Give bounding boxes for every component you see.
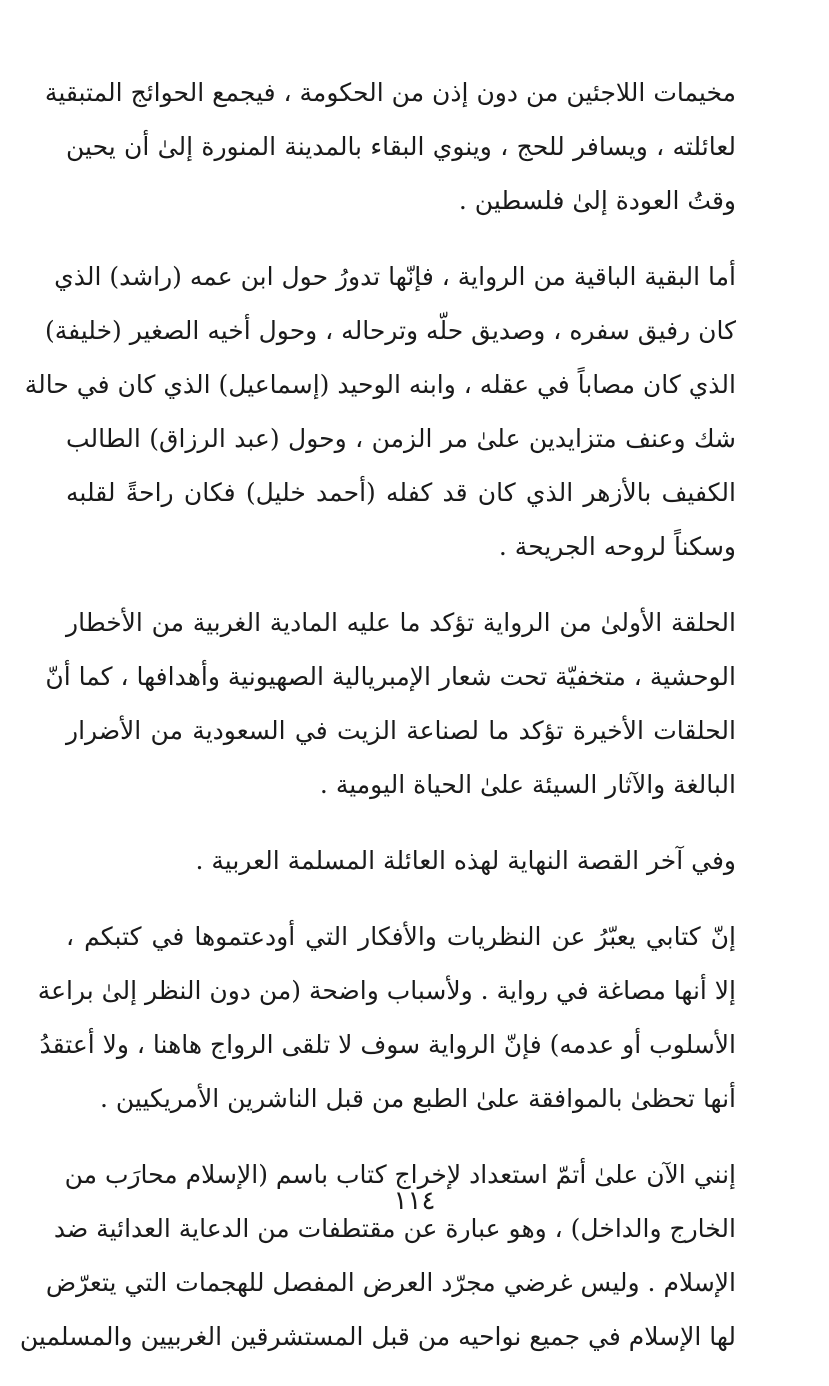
text-line: الإسلام . وليس غرضي مجرّد العرض المفصل للهجمات التي يتعرّض xyxy=(45,1268,736,1297)
text-line: الحلقات الأخيرة تؤكد ما لصناعة الزيت في السعودية من الأضرار xyxy=(66,716,736,745)
paragraph xyxy=(44,66,736,228)
text-line: الأسلوب أو عدمه) فإنّ الرواية سوف لا تلقى الرواج هاهنا ، ولا أعتقدُ xyxy=(39,1030,736,1059)
paragraph xyxy=(24,250,736,574)
text-line: البالغة والآثار السيئة علىٰ الحياة اليومية . xyxy=(319,770,736,799)
text-line: الخارج والداخل) ، وهو عبارة عن مقتطفات من الدعاية العدائية ضد xyxy=(53,1214,736,1243)
text-line: إنني الآن علىٰ أتمّ استعداد لإخراج كتاب باسم (الإسلام محارَب من xyxy=(64,1160,736,1189)
text-line: إلا أنها مصاغة في رواية . ولأسباب واضحة (من دون النظر إلىٰ براعة xyxy=(37,976,736,1005)
page-number: ١١٤ xyxy=(393,1186,436,1216)
text-line: وسكناً لروحه الجريحة . xyxy=(498,532,736,561)
text-line: الذي كان مصاباً في عقله ، وابنه الوحيد (إسماعيل) الذي كان في حالة xyxy=(24,370,736,399)
text-line: إنّ كتابي يعبّرُ عن النظريات والأفكار التي أودعتموها في كتبكم ، xyxy=(66,922,736,951)
text-line: أنها تحظىٰ بالموافقة علىٰ الطبع من قبل الناشرين الأمريكيين . xyxy=(100,1084,736,1113)
text-line: شك وعنف متزايدين علىٰ مر الزمن ، وحول (عبد الرزاق) الطالب xyxy=(66,424,736,453)
text-line: الكفيف بالأزهر الذي كان قد كفله (أحمد خليل) فكان راحةً لقلبه xyxy=(66,478,736,507)
text-line: وفي آخر القصة النهاية لهذه العائلة المسلمة العربية . xyxy=(195,846,736,875)
paragraph xyxy=(66,834,736,888)
text-line: الحلقة الأولىٰ من الرواية تؤكد ما عليه المادية الغربية من الأخطار xyxy=(66,608,736,637)
paragraph xyxy=(45,596,736,812)
text-line: كان رفيق سفره ، وصديق حلّه وترحاله ، وحول أخيه الصغير (خليفة) xyxy=(44,316,736,345)
paragraph xyxy=(19,1148,736,1364)
text-line: مخيمات اللاجئين من دون إذن من الحكومة ، فيجمع الحوائج المتبقية xyxy=(44,78,736,107)
text-line: لها الإسلام في جميع نواحيه من قبل المستشرقين الغربيين والمسلمين xyxy=(19,1322,736,1351)
text-line: أما البقية الباقية من الرواية ، فإنّها تدورُ حول ابن عمه (راشد) الذي xyxy=(54,262,736,291)
paragraph xyxy=(37,910,736,1126)
text-line: وقتُ العودة إلىٰ فلسطين . xyxy=(458,186,736,215)
text-line: الوحشية ، متخفيّة تحت شعار الإمبريالية الصهيونية وأهدافها ، كما أنّ xyxy=(45,662,736,691)
text-line: لعائلته ، ويسافر للحج ، وينوي البقاء بالمدينة المنورة إلىٰ أن يحين xyxy=(66,132,736,161)
